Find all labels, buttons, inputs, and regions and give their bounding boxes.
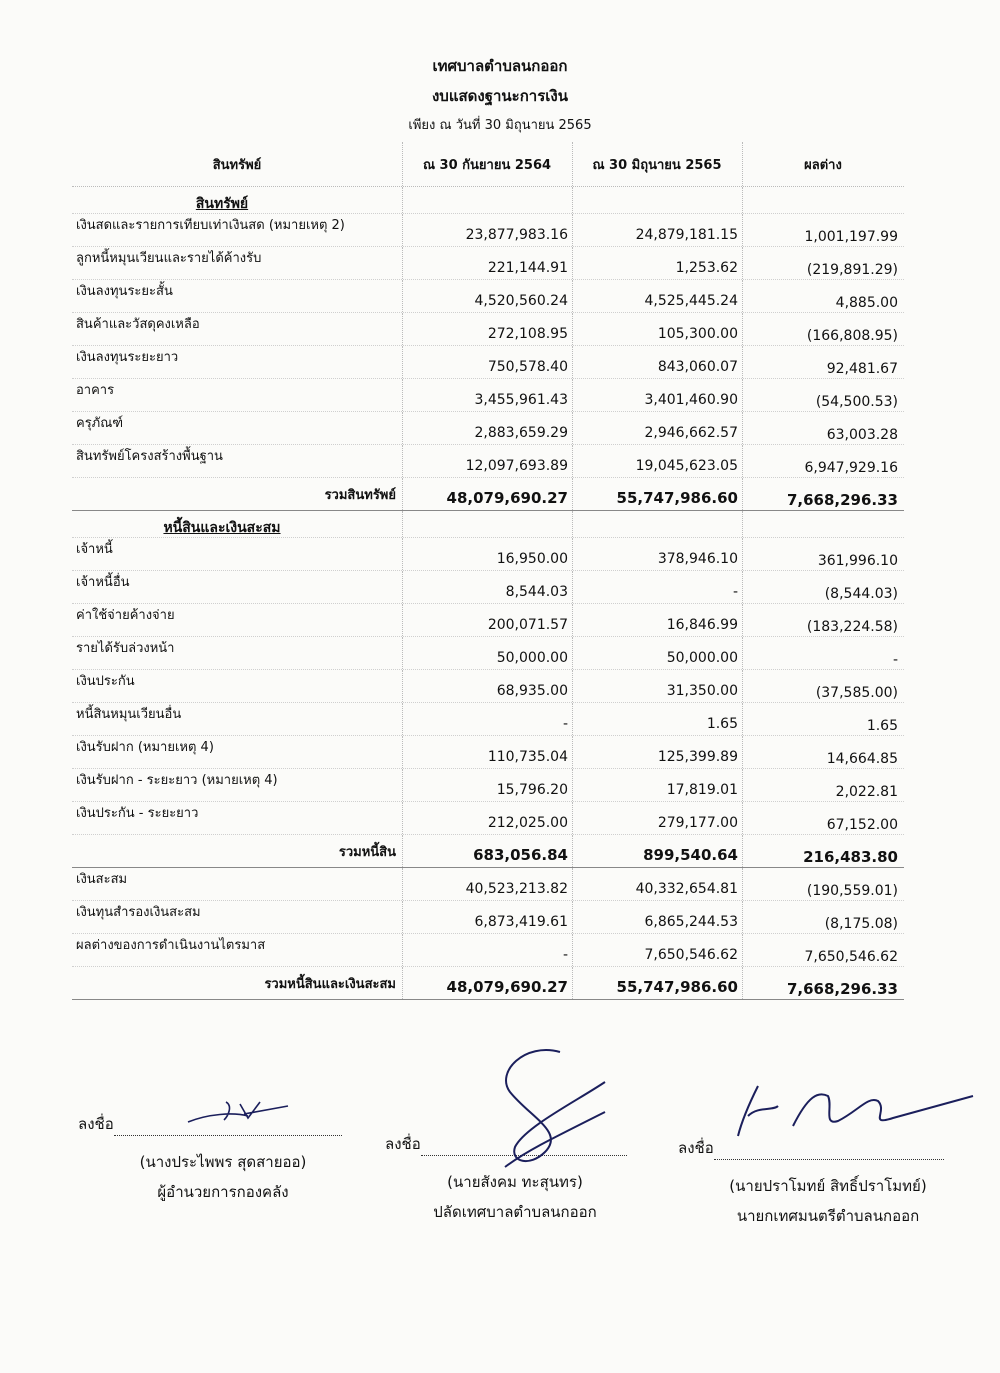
value-jun2565-cell (572, 901, 743, 933)
row-label: เงินทุนสำรองเงินสะสม (76, 905, 201, 920)
value-difference-cell (742, 802, 904, 834)
value-jun2565-cell (572, 214, 743, 246)
row-label: รวมหนี้สินและเงินสะสม (264, 977, 396, 992)
value-jun2565-cell (572, 967, 743, 999)
row-label: เจ้าหนี้อื่น (76, 575, 130, 590)
table-row (72, 604, 904, 637)
value-difference: 1.65 (866, 718, 898, 734)
table-row (72, 346, 904, 379)
value-jun2565-cell (572, 412, 743, 444)
value-sep2564: 68,935.00 (496, 683, 568, 699)
handwritten-signature-1 (178, 1094, 298, 1134)
empty-cell (572, 187, 743, 213)
value-jun2565: 899,540.64 (643, 846, 738, 864)
value-sep2564: 110,735.04 (487, 749, 568, 765)
row-label: ลูกหนี้หมุนเวียนและรายได้ค้างรับ (76, 251, 262, 266)
value-difference-cell (742, 769, 904, 801)
total-row-liabilities-equity (72, 967, 904, 1000)
value-difference-cell (742, 445, 904, 477)
signer-position: ปลัดเทศบาลตำบลนกออก (433, 1203, 597, 1221)
row-label-cell (72, 769, 403, 801)
empty-cell (742, 187, 904, 213)
value-sep2564: 48,079,690.27 (446, 489, 568, 507)
value-sep2564: 750,578.40 (487, 359, 568, 375)
row-label: สินทรัพย์โครงสร้างพื้นฐาน (76, 449, 223, 464)
value-jun2565-cell (572, 571, 743, 603)
value-sep2564: 16,950.00 (496, 551, 568, 567)
value-jun2565-cell (572, 736, 743, 768)
row-label-cell (72, 214, 403, 246)
signer-position: ผู้อำนวยการกองคลัง (157, 1183, 289, 1201)
value-sep2564-cell (402, 835, 573, 867)
value-jun2565: 40,332,654.81 (635, 881, 738, 897)
row-label: ผลต่างของการดำเนินงานไตรมาส (76, 938, 266, 953)
value-difference-cell (742, 703, 904, 735)
signature-block-2 (385, 1132, 645, 1224)
value-sep2564: 48,079,690.27 (446, 978, 568, 996)
row-label: สินค้าและวัสดุคงเหลือ (76, 317, 200, 332)
value-difference-cell (742, 412, 904, 444)
empty-cell (402, 511, 573, 537)
total-row-assets (72, 478, 904, 511)
value-jun2565: 6,865,244.53 (644, 914, 738, 930)
column-header-difference: ผลต่าง (804, 157, 842, 173)
value-difference: 7,668,296.33 (786, 491, 898, 509)
value-sep2564: 3,455,961.43 (474, 392, 568, 408)
value-difference: (8,544.03) (824, 586, 898, 602)
table-row (72, 769, 904, 802)
signature-block-1 (78, 1112, 368, 1204)
value-sep2564-cell (402, 412, 573, 444)
value-sep2564-cell (402, 736, 573, 768)
value-difference-cell (742, 934, 904, 966)
section-title: สินทรัพย์ (195, 196, 249, 212)
value-difference-cell (742, 967, 904, 999)
value-jun2565-cell (572, 478, 743, 510)
row-label-cell (72, 604, 403, 636)
value-sep2564-cell (402, 769, 573, 801)
row-label-cell (72, 445, 403, 477)
value-sep2564: - (562, 716, 568, 732)
org-name: เทศบาลตำบลนกออก (432, 57, 568, 75)
table-row (72, 313, 904, 346)
value-jun2565: 1,253.62 (675, 260, 738, 276)
signature-prefix: ลงชื่อ (385, 1135, 421, 1153)
column-header-label: สินทรัพย์ (72, 142, 403, 186)
value-sep2564-cell (402, 604, 573, 636)
value-difference-cell (742, 280, 904, 312)
table-row (72, 214, 904, 247)
value-sep2564: 212,025.00 (487, 815, 568, 831)
section-title: หนี้สินและเงินสะสม (163, 520, 281, 536)
table-row (72, 736, 904, 769)
row-label-cell (72, 637, 403, 669)
value-sep2564: 15,796.20 (496, 782, 568, 798)
table-row (72, 868, 904, 901)
value-difference: 63,003.28 (826, 427, 898, 443)
row-label-cell (72, 703, 403, 735)
row-label-cell (72, 901, 403, 933)
value-jun2565: - (732, 584, 738, 600)
signature-prefix: ลงชื่อ (678, 1139, 714, 1157)
row-label-cell (72, 247, 403, 279)
value-jun2565: 19,045,623.05 (635, 458, 738, 474)
value-jun2565-cell (572, 604, 743, 636)
value-jun2565-cell (572, 637, 743, 669)
value-difference: 92,481.67 (826, 361, 898, 377)
value-jun2565: 16,846.99 (666, 617, 738, 633)
value-jun2565-cell (572, 769, 743, 801)
table-header-row (72, 142, 904, 187)
value-jun2565: 4,525,445.24 (644, 293, 738, 309)
value-jun2565-cell (572, 313, 743, 345)
row-label: รวมหนี้สิน (338, 845, 396, 860)
value-jun2565-cell (572, 835, 743, 867)
empty-cell (572, 511, 743, 537)
value-difference: (166,808.95) (806, 328, 898, 344)
table-row (72, 412, 904, 445)
row-label: รายได้รับล่วงหน้า (76, 641, 175, 656)
value-difference: 2,022.81 (835, 784, 898, 800)
value-sep2564-cell (402, 538, 573, 570)
row-label: หนี้สินหมุนเวียนอื่น (76, 707, 182, 722)
value-sep2564: 50,000.00 (496, 650, 568, 666)
table-row (72, 637, 904, 670)
table-row (72, 379, 904, 412)
row-label: เจ้าหนี้ (76, 542, 113, 557)
value-difference-cell (742, 604, 904, 636)
value-difference-cell (742, 835, 904, 867)
table-row (72, 670, 904, 703)
value-difference: 14,664.85 (826, 751, 898, 767)
value-difference: - (892, 652, 898, 668)
value-sep2564: 8,544.03 (505, 584, 568, 600)
table-row (72, 445, 904, 478)
value-jun2565: 843,060.07 (657, 359, 738, 375)
section-label-cell (72, 187, 403, 213)
value-jun2565: 55,747,986.60 (616, 978, 738, 996)
value-sep2564-cell (402, 571, 573, 603)
value-sep2564-cell (402, 478, 573, 510)
section-label-cell (72, 511, 403, 537)
row-label: เงินลงทุนระยะยาว (76, 350, 179, 365)
value-sep2564-cell (402, 214, 573, 246)
value-difference-cell (742, 868, 904, 900)
value-difference-cell (742, 313, 904, 345)
value-sep2564-cell (402, 934, 573, 966)
signature-block-3 (678, 1136, 978, 1228)
value-difference: 7,650,546.62 (804, 949, 898, 965)
value-sep2564: 221,144.91 (487, 260, 568, 276)
row-label-cell (72, 346, 403, 378)
value-difference-cell (742, 736, 904, 768)
signature-prefix: ลงชื่อ (78, 1115, 114, 1133)
value-sep2564-cell (402, 379, 573, 411)
statement-title: งบแสดงฐานะการเงิน (431, 87, 568, 105)
row-label-cell (72, 736, 403, 768)
table-row (72, 280, 904, 313)
row-label: เงินสะสม (76, 872, 128, 887)
value-difference-cell (742, 637, 904, 669)
value-difference-cell (742, 379, 904, 411)
value-sep2564-cell (402, 901, 573, 933)
value-jun2565: 105,300.00 (657, 326, 738, 342)
empty-cell (742, 511, 904, 537)
value-jun2565: 1.65 (706, 716, 738, 732)
section-row-liabilities (72, 511, 904, 538)
value-difference-cell (742, 571, 904, 603)
value-difference: (190,559.01) (806, 883, 898, 899)
value-jun2565: 50,000.00 (666, 650, 738, 666)
row-label-cell (72, 280, 403, 312)
column-header-sep2564: ณ 30 กันยายน 2564 (402, 142, 573, 186)
statement-date: เพียง ณ วันที่ 30 มิถุนายน 2565 (408, 118, 592, 133)
value-sep2564: 683,056.84 (473, 846, 568, 864)
value-difference: 216,483.80 (803, 848, 898, 866)
value-jun2565-cell (572, 247, 743, 279)
table-row (72, 571, 904, 604)
value-sep2564-cell (402, 670, 573, 702)
value-difference: (219,891.29) (806, 262, 898, 278)
value-sep2564-cell (402, 346, 573, 378)
value-jun2565: 7,650,546.62 (644, 947, 738, 963)
value-jun2565: 17,819.01 (666, 782, 738, 798)
value-sep2564: - (562, 947, 568, 963)
value-sep2564-cell (402, 703, 573, 735)
table-body (72, 187, 904, 1000)
value-difference: 7,668,296.33 (786, 980, 898, 998)
value-difference-cell (742, 901, 904, 933)
value-jun2565: 55,747,986.60 (616, 489, 738, 507)
row-label: เงินสดและรายการเทียบเท่าเงินสด (หมายเหตุ 2) (76, 218, 345, 233)
value-sep2564-cell (402, 868, 573, 900)
value-sep2564: 4,520,560.24 (474, 293, 568, 309)
row-label: เงินรับฝาก - ระยะยาว (หมายเหตุ 4) (76, 773, 278, 788)
value-sep2564-cell (402, 445, 573, 477)
table-row (72, 538, 904, 571)
row-label-cell (72, 379, 403, 411)
value-jun2565: 378,946.10 (657, 551, 738, 567)
value-sep2564-cell (402, 967, 573, 999)
value-jun2565: 2,946,662.57 (644, 425, 738, 441)
value-jun2565: 24,879,181.15 (635, 227, 738, 243)
table-row (72, 802, 904, 835)
value-difference: (37,585.00) (815, 685, 898, 701)
row-label-cell (72, 868, 403, 900)
value-jun2565-cell (572, 379, 743, 411)
row-label-cell (72, 967, 403, 999)
total-row-liabilities (72, 835, 904, 868)
value-sep2564-cell (402, 280, 573, 312)
value-difference-cell (742, 670, 904, 702)
row-label: รวมสินทรัพย์ (324, 488, 396, 503)
value-difference: 67,152.00 (826, 817, 898, 833)
value-difference: (54,500.53) (815, 394, 898, 410)
balance-sheet-table (72, 142, 904, 1000)
row-label-cell (72, 802, 403, 834)
value-sep2564-cell (402, 802, 573, 834)
row-label-cell (72, 538, 403, 570)
row-label: ค่าใช้จ่ายค้างจ่าย (76, 608, 175, 623)
value-jun2565-cell (572, 445, 743, 477)
value-difference-cell (742, 478, 904, 510)
value-difference: 6,947,929.16 (804, 460, 898, 476)
signer-name: (นายสังคม ทะสุนทร) (447, 1173, 583, 1191)
row-label: เงินประกัน (76, 674, 135, 689)
row-label: เงินรับฝาก (หมายเหตุ 4) (76, 740, 214, 755)
table-row (72, 901, 904, 934)
value-difference: 361,996.10 (817, 553, 898, 569)
value-sep2564-cell (402, 313, 573, 345)
row-label-cell (72, 835, 403, 867)
value-sep2564: 200,071.57 (487, 617, 568, 633)
handwritten-signature-3 (718, 1056, 978, 1156)
row-label: ครุภัณฑ์ (76, 416, 124, 431)
row-label-cell (72, 313, 403, 345)
empty-cell (402, 187, 573, 213)
signer-position: นายกเทศมนตรีตำบลนกออก (736, 1207, 920, 1225)
value-sep2564: 272,108.95 (487, 326, 568, 342)
value-sep2564-cell (402, 247, 573, 279)
value-difference-cell (742, 214, 904, 246)
signer-name: (นางประไพพร สุดสายออ) (139, 1153, 307, 1171)
row-label-cell (72, 571, 403, 603)
value-difference-cell (742, 346, 904, 378)
value-difference-cell (742, 538, 904, 570)
value-jun2565: 31,350.00 (666, 683, 738, 699)
value-jun2565: 125,399.89 (657, 749, 738, 765)
value-difference: 4,885.00 (835, 295, 898, 311)
row-label-cell (72, 670, 403, 702)
value-jun2565-cell (572, 538, 743, 570)
value-jun2565-cell (572, 934, 743, 966)
row-label-cell (72, 934, 403, 966)
value-jun2565-cell (572, 670, 743, 702)
value-jun2565-cell (572, 802, 743, 834)
value-sep2564: 40,523,213.82 (465, 881, 568, 897)
value-difference: (8,175.08) (824, 916, 898, 932)
value-difference: 1,001,197.99 (804, 229, 898, 245)
table-row (72, 703, 904, 736)
section-row-assets (72, 187, 904, 214)
value-sep2564: 6,873,419.61 (474, 914, 568, 930)
value-sep2564: 23,877,983.16 (465, 227, 568, 243)
value-jun2565-cell (572, 703, 743, 735)
value-jun2565-cell (572, 280, 743, 312)
row-label: เงินลงทุนระยะสั้น (76, 284, 173, 299)
value-sep2564: 2,883,659.29 (474, 425, 568, 441)
value-difference-cell (742, 247, 904, 279)
value-difference: (183,224.58) (806, 619, 898, 635)
row-label: อาคาร (76, 383, 115, 398)
handwritten-signature-2 (455, 1042, 625, 1182)
row-label: เงินประกัน - ระยะยาว (76, 806, 199, 821)
value-jun2565-cell (572, 346, 743, 378)
value-jun2565: 279,177.00 (657, 815, 738, 831)
signer-name: (นายปราโมทย์ สิทธิ์ปราโมทย์) (729, 1177, 927, 1195)
value-sep2564-cell (402, 637, 573, 669)
value-sep2564: 12,097,693.89 (465, 458, 568, 474)
table-row (72, 247, 904, 280)
column-header-jun2565: ณ 30 มิถุนายน 2565 (572, 142, 743, 186)
value-jun2565-cell (572, 868, 743, 900)
value-jun2565: 3,401,460.90 (644, 392, 738, 408)
row-label-cell (72, 412, 403, 444)
row-label-cell (72, 478, 403, 510)
table-row (72, 934, 904, 967)
